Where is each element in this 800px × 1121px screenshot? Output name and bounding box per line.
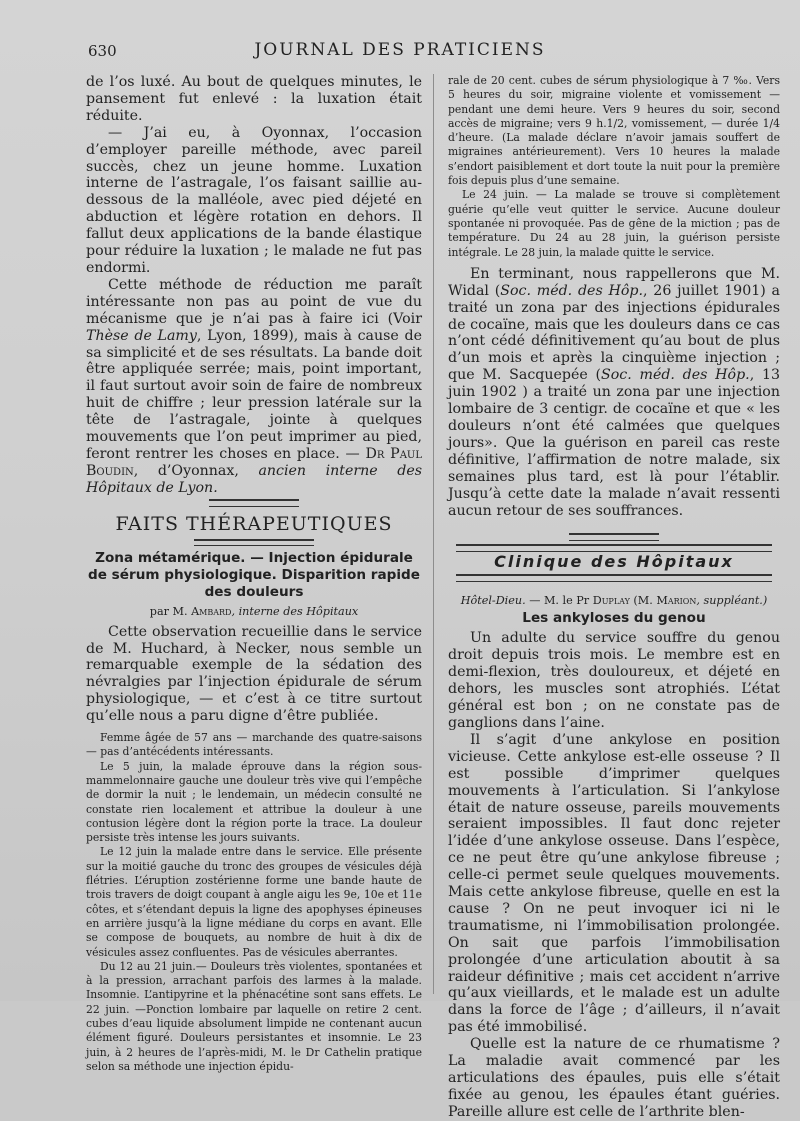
observation-paragraph: Femme âgée de 57 ans — marchande des quatre-saisons — pas d’antécédents intéressants. (86, 731, 422, 759)
paragraph: Quelle est la nature de ce rhumatisme ? La maladie avait commencé par les articulations des épaules, puis elle s’était fixée au genou, les épaules étant guéries. Pareille allure est celle de l’arthrite blen- (448, 1036, 780, 1120)
section-rule (209, 499, 299, 507)
paragraph: Un adulte du service souffre du genou droit depuis trois mois. Le membre est en demi-flexion, très douloureux, et déjeté en dehors, les muscles sont atrophiés. L’état général est bon ; on ne constate pas de ganglions dans l’aine. (448, 630, 780, 731)
observation-paragraph: Le 12 juin la malade entre dans le service. Elle présente sur la moitié gauche du tronc des groupes de vésicules déjà flétries. L’éruption zostérienne forme une bande haute de trois travers de doigt coupant à angle aigu les 9e, 10e et 11e côtes, et s’étendant depuis la ligne des apophyses épineuses en arrière jusqu’à la ligne médiane du corps en avant. Elle se compose de bouquets, au nombre de huit à dix de vésicules assez confluentes. Pas de vésicules aberrantes. (86, 845, 422, 959)
clinic-bottom-rule (456, 574, 772, 582)
left-column (86, 74, 423, 1073)
article-title: Zona métamérique. — Injection épidurale de sérum physiologique. Disparition rapide des douleurs (88, 549, 420, 600)
observation-paragraph: Le 24 juin. — La malade se trouve si complètement guérie qu’elle veut quitter le service. Aucune douleur spontanée ni provoquée. Pas de gêne de la miction ; pas de température. Du 24 au 28 juin, la guérison persiste intégrale. Le 28 juin, la malade quitte le service. (448, 188, 780, 259)
right-column (448, 74, 781, 1120)
column-divider (433, 74, 434, 994)
observation-paragraph: Le 5 juin, la malade éprouve dans la région sous-mammelonnaire gauche une douleur très vive qui l’empêche de dormir la nuit ; le lendemain, un médecin consulté ne constate rien localement et attribue la douleur à une contusion légère dont la région porte la trace. La douleur persiste très intense les jours suivants. (86, 759, 422, 845)
byline: par M. Ambard, interne des Hôpitaux (149, 604, 359, 618)
running-title: JOURNAL DES PRATICIENS (254, 40, 546, 60)
section-rule (569, 533, 659, 541)
clinic-header (448, 544, 780, 582)
observation-paragraph: Du 12 au 21 juin.— Douleurs très violentes, spontanées et à la pression, arrachant parfois des larmes à la malade. Insomnie. L’antipyrine et la phénacétine sont sans effets. Le 22 juin. —Ponction lombaire par laquelle on retire 2 cent. cubes d’eau liquide absolument limpide ne contenant aucun élément figuré. Douleurs persistantes et insomnie. Le 23 juin, à 2 heures de l’après-midi, M. le Dr Cathelin pratique selon sa méthode une injection épidu- (86, 959, 422, 1073)
article-subhead: Les ankyloses du genou (522, 610, 706, 627)
author-title: ancien interne des Hôpitaux de Lyon. (86, 462, 423, 496)
paragraph: Cette méthode de réduction me paraît intéressante non pas au point de vue du mécanisme que je n’ai pas à faire ici (Voir Thèse de Lamy, Lyon, 1899), mais à cause de sa simplicité et de ses résultats. La bande doit être appliquée serrée; mais, point important, il faut surtout avoir soin de faire de nombreux huit de chiffre ; leur pression latérale sur la tête de l’astragale, jointe à quelques mouvements que l’on peut imprimer au pied, feront rentrer les choses en place. — Dr Paul Boudin, d’Oyonnax, ancien interne des Hôpitaux de Lyon. (86, 276, 423, 496)
author-signature: Dr Paul Boudin (86, 445, 422, 479)
page-header (0, 0, 800, 72)
clinic-top-rule (456, 544, 772, 552)
paragraph: — J’ai eu, à Oyonnax, l’occasion d’employer pareille méthode, avec pareil succès, chez un jeune homme. Luxation interne de l’astragale, l’os faisant saillie au-dessous de la malléole, avec pied déjeté en abduction et légère rotation en dehors. Il fallut deux applications de la bande élastique pour réduire la luxation ; le malade ne fut pas endormi. (86, 124, 422, 276)
section-title: FAITS THÉRAPEUTIQUES (115, 512, 393, 535)
observation-paragraph: rale de 20 cent. cubes de sérum physiologique à 7 ‰. Vers 5 heures du soir, migraine violente et vomissement — pendant une demi heure. Vers 9 heures du soir, second accès de migraine; vers 9 h.1/2, vomissement, — durée 1/4 d’heure. (La malade déclare n’avoir jamais souffert de migraines antérieurement). Vers 10 heures la malade s’endort paisiblement et dort toute la nuit pour la première fois depuis plus d’une semaine. (448, 74, 780, 188)
section-underline (194, 539, 314, 546)
page-number: 630 (88, 42, 117, 60)
intro-paragraph: Cette observation recueillie dans le service de M. Huchard, à Necker, nous semble un remarquable exemple de la sédation des névralgies par l’injection épidurale de sérum physiologique, — et c’est à ce titre surtout qu’elle nous a paru digne d’être publiée. (86, 623, 422, 725)
service-line: Hôtel-Dieu. — M. le Pr Duplay (M. Marion, suppléant.) (460, 594, 768, 608)
italic-reference: Thèse de Lamy (86, 327, 197, 344)
paragraph: En terminant, nous rappellerons que M. Widal (Soc. méd. des Hôp., 26 juillet 1901) a traité un zona par des injections épidurales de cocaïne, mais que les douleurs dans ce cas n’ont cédé définitivement qu’au bout de plus d’un mois et après la cinquième injection ; que M. Sacquepée (Soc. méd. des Hôp., 13 juin 1902 ) a traité un zona par une injection lombaire de 3 centigr. de cocaïne et que « les douleurs n’ont été calmées que quelques jours». Que la guérison en pareil cas reste définitive, l’affirmation de notre malade, six semaines plus tard, est là pour l’établir. Jusqu’à cette date la malade n’avait ressenti aucun retour de ses souffrances. (448, 265, 781, 519)
clinic-section-title: Clinique des Hôpitaux (494, 552, 734, 572)
paragraph: de l’os luxé. Au bout de quelques minutes, le pansement fut enlevé : la luxation était réduite. (86, 74, 422, 124)
paragraph: Il s’agit d’une ankylose en position vicieuse. Cette ankylose est-elle osseuse ? Il est possible d’imprimer quelques mouvements à l’articulation. Si l’ankylose était de nature osseuse, pareils mouvements seraient impossibles. Il faut donc rejeter l’idée d’une ankylose osseuse. Dans l’espèce, ce ne peut être qu’une ankylose fibreuse ; celle-ci permet seule quelques mouvements. Mais cette ankylose fibreuse, quelle en est la cause ? On ne peut invoquer ici ni le traumatisme, ni l’immobilisation prolongée. On sait que parfois l’immobilisation prolongée d’une articulation aboutit à sa raideur définitive ; mais cet accident n’arrive qu’aux vieillards, et le malade est un adulte dans la force de l’âge ; d’ailleurs, il n’avait pas été immobilisé. (448, 731, 780, 1036)
